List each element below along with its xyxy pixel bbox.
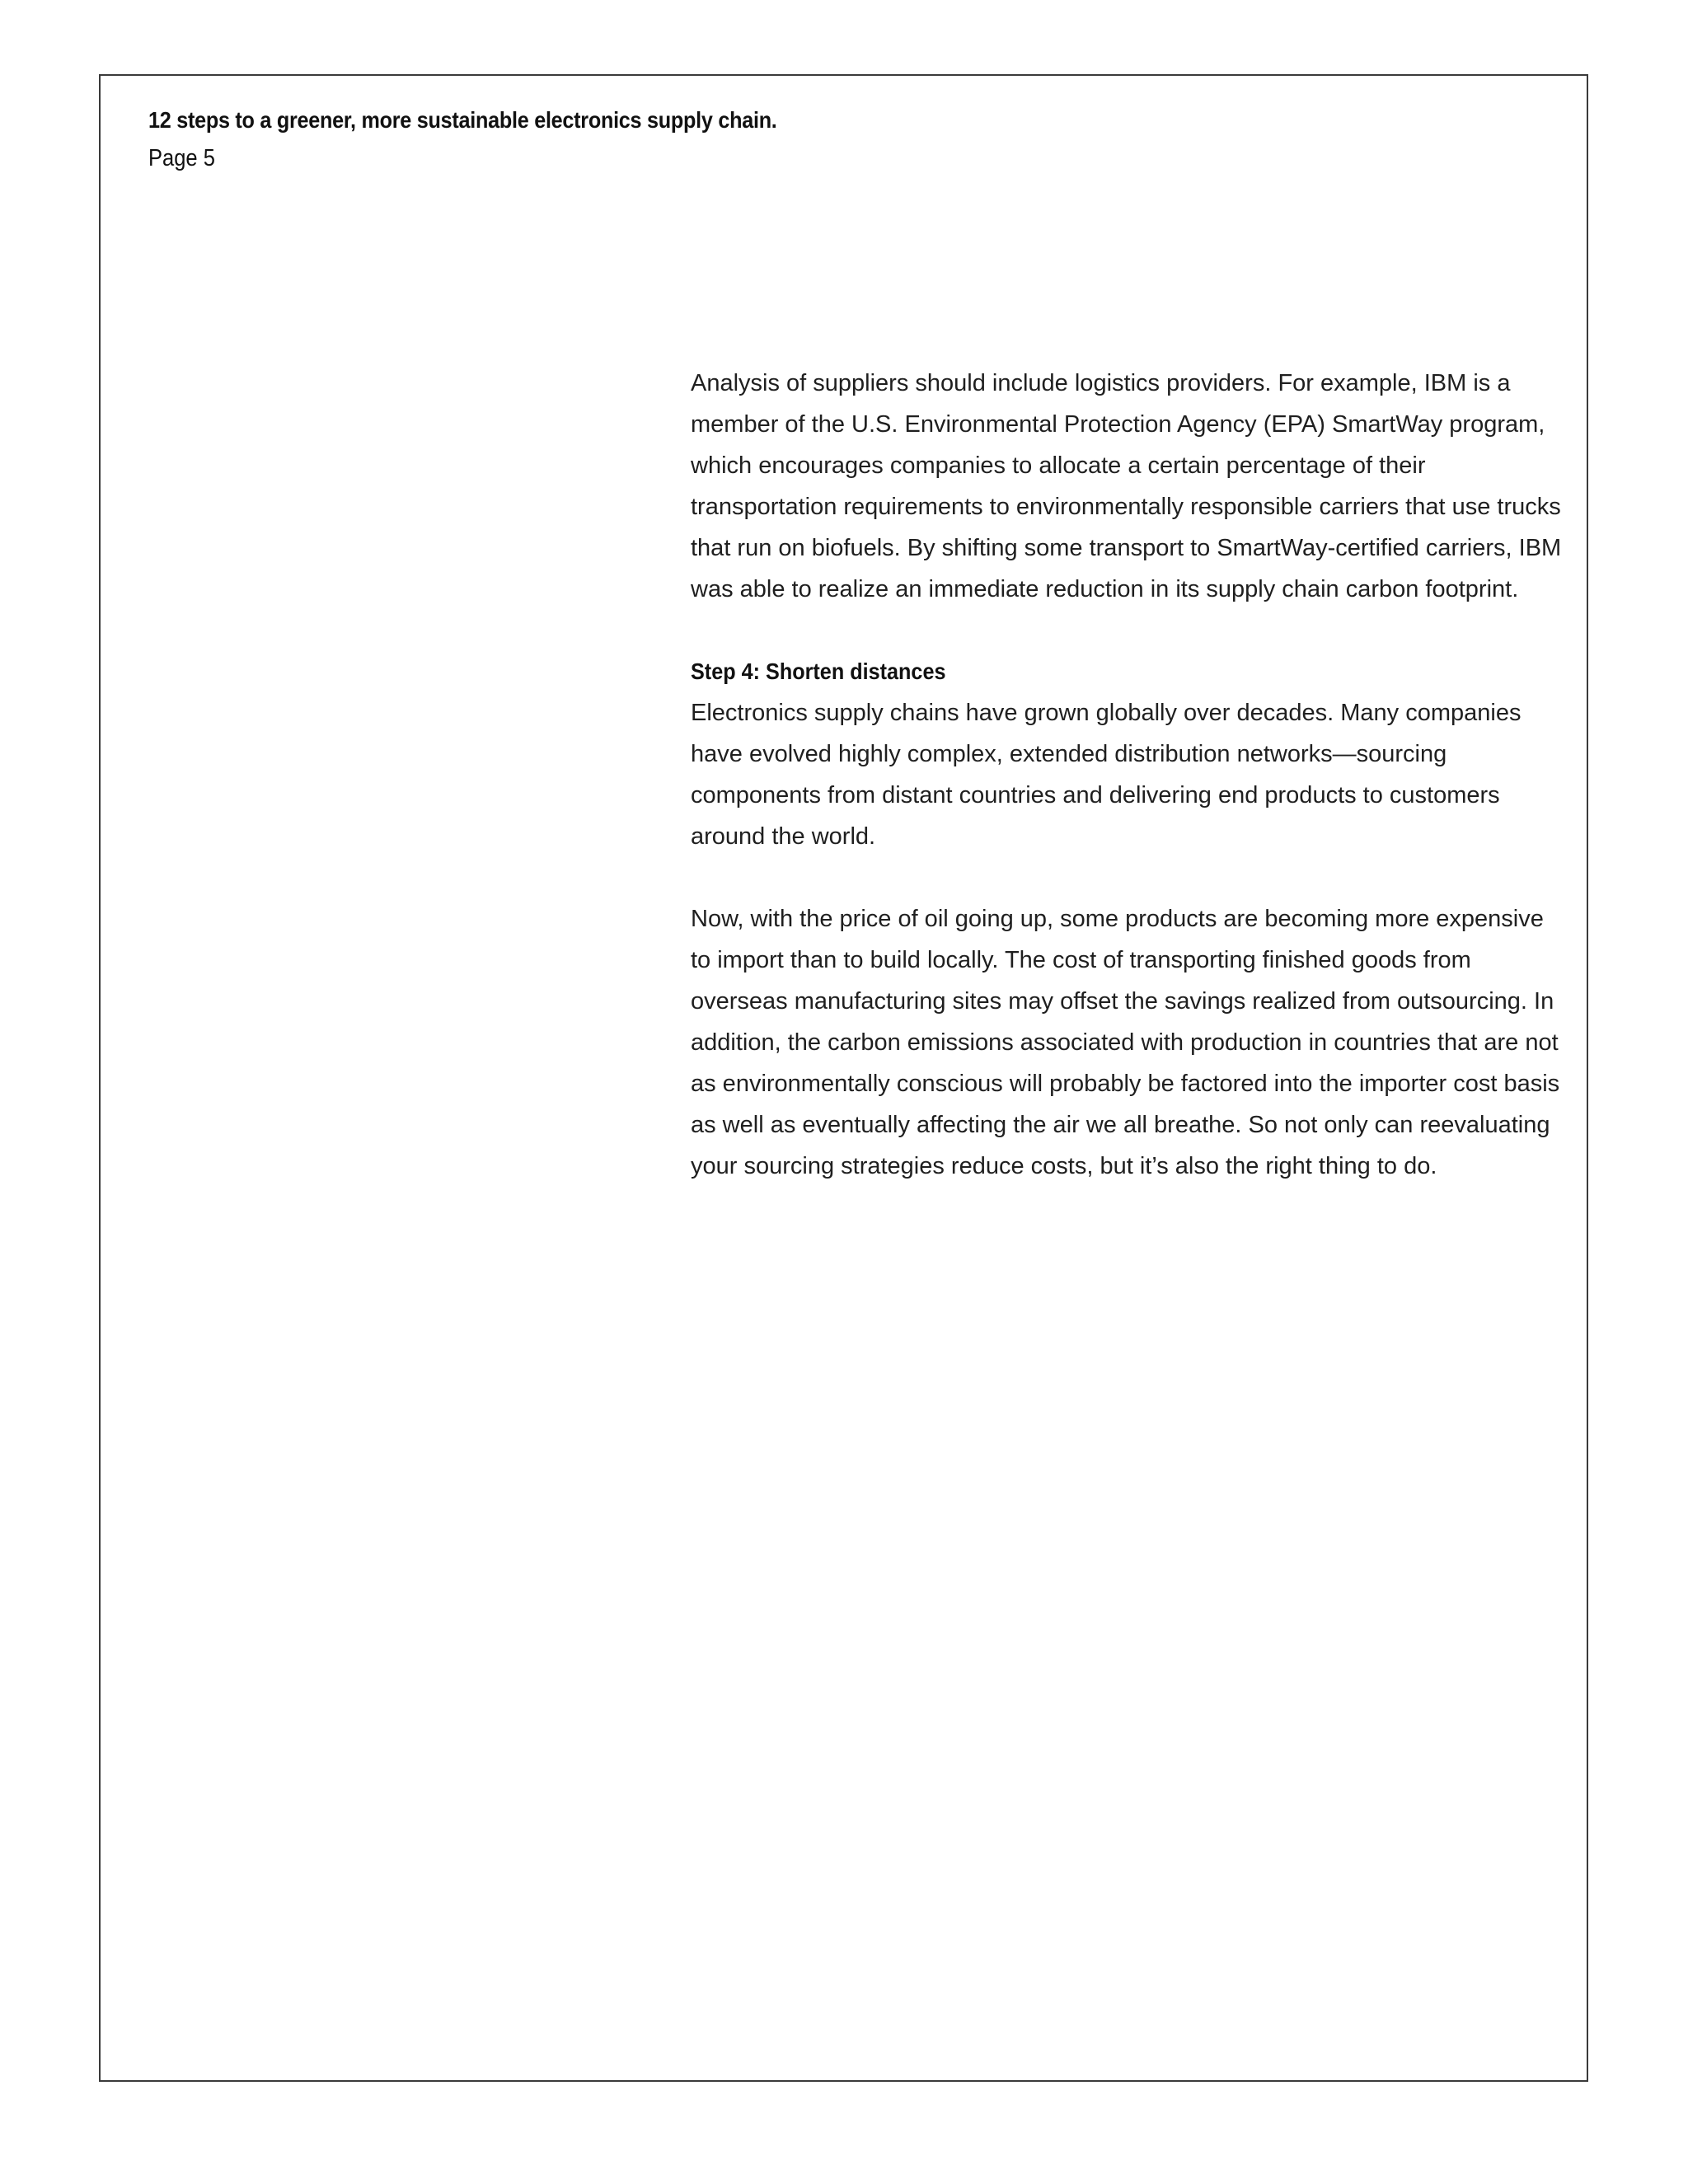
document-title: 12 steps to a greener, more sustainable electronics supply chain. (148, 107, 777, 133)
page-number: Page 5 (148, 145, 215, 171)
step-4-heading: Step 4: Shorten distances (691, 658, 946, 684)
paragraph-logistics: Analysis of suppliers should include logistics providers. For example, IBM is a member of the U.S. Environmental Protection Agency (EPA) SmartWay program, which encourages companies to allocate a certain percentage of their transportation requirements to environmentally responsible carriers that use trucks that run on biofuels. By shifting some transport to SmartWay-certified carriers, IBM was able to realize an immediate reduction in its supply chain carbon footprint. (691, 370, 1562, 602)
paragraph-supply-chains: Electronics supply chains have grown globally over decades. Many companies have evolved highly complex, extended distribution networks—sourcing components from distant countries and delivering end products to customers around the world. (691, 700, 1522, 850)
main-content (691, 363, 1564, 1187)
paragraph-oil-price: Now, with the price of oil going up, some products are becoming more expensive to import than to build locally. The cost of transporting finished goods from overseas manufacturing sites may offset the savings realized from outsourcing. In addition, the carbon emissions associated with production in countries that are not as environmentally conscious will probably be factored into the importer cost basis as well as eventually affecting the air we all breathe. So not only can reevaluating your sourcing strategies reduce costs, but it’s also the right thing to do. (691, 906, 1560, 1179)
step-4-section (691, 651, 1564, 857)
